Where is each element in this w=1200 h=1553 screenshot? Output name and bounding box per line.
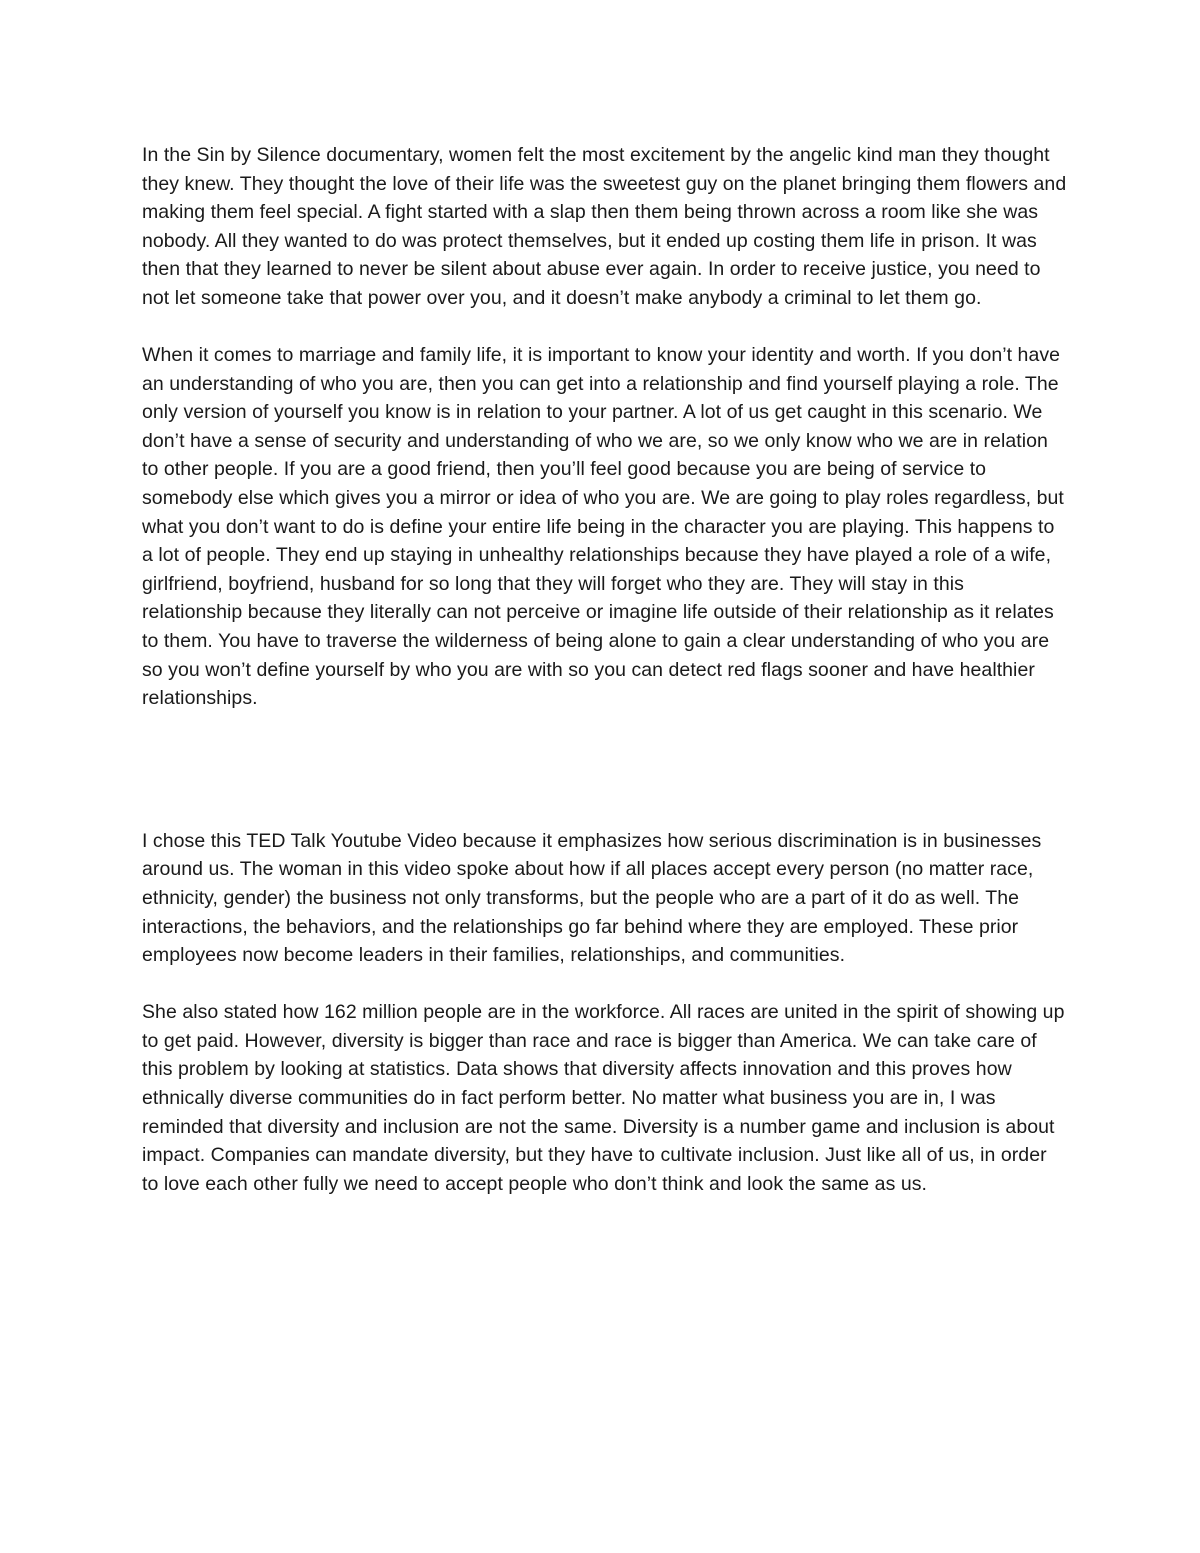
paragraph-sin-by-silence: In the Sin by Silence documentary, women felt the most excitement by the angelic kind man they thought they knew. They thought the love of their life was the sweetest guy on the planet bringing them flowers and making them feel special. A fight started with a slap then them being thrown across a room like she was nobody. All they wanted to do was protect themselves, but it ended up costing them life in prison. It was then that they learned to never be silent about abuse ever again. In order to receive justice, you need to not let someone take that power over you, and it doesn’t make anybody a criminal to let them go. — [142, 144, 1067, 309]
paragraph-ted-talk: I chose this TED Talk Youtube Video because it emphasizes how serious discrimination is in businesses around us. The woman in this video spoke about how if all places accept every person (no matter race, ethnicity, gender) the business not only transforms, but the people who are a part of it do as well. The interactions, the behaviors, and the relationships go far behind where they are employed. These prior employees now become leaders in their families, relationships, and communities. — [142, 829, 1042, 967]
paragraph-spacer — [142, 970, 1067, 999]
paragraph-spacer — [142, 313, 1067, 342]
paragraph-diversity-inclusion: She also stated how 162 million people are in the workforce. All races are united in the spirit of showing up to get paid. However, diversity is bigger than race and race is bigger than America. We can take care of this problem by looking at statistics. Data shows that diversity affects innovation and this proves how ethnically diverse communities do in fact perform better. No matter what business you are in, I was reminded that diversity and inclusion are not the same. Diversity is a number game and inclusion is about impact. Companies can mandate diversity, but they have to cultivate inclusion. Just like all of us, in order to love each other fully we need to accept people who don’t think and look the same as us. — [142, 1001, 1065, 1195]
section-spacer — [142, 713, 1067, 827]
document-body — [142, 141, 1067, 1198]
paragraph-marriage-family: When it comes to marriage and family life, it is important to know your identity and worth. If you don’t have an understanding of who you are, then you can get into a relationship and find yourself playing a role. The only version of yourself you know is in relation to your partner. A lot of us get caught in this scenario. We don’t have a sense of security and understanding of who we are, so we only know who we are in relation to other people. If you are a good friend, then you’ll feel good because you are being of service to somebody else which gives you a mirror or idea of who you are. We are going to play roles regardless, but what you don’t want to do is define your entire life being in the character you are playing. This happens to a lot of people. They end up staying in unhealthy relationships because they have played a role of a wife, girlfriend, boyfriend, husband for so long that they will forget who they are. They will stay in this relationship because they literally can not perceive or imagine life outside of their relationship as it relates to them. You have to traverse the wilderness of being alone to gain a clear understanding of who you are so you won’t define yourself by who you are with so you can detect red flags sooner and have healthier relationships. — [142, 344, 1064, 710]
